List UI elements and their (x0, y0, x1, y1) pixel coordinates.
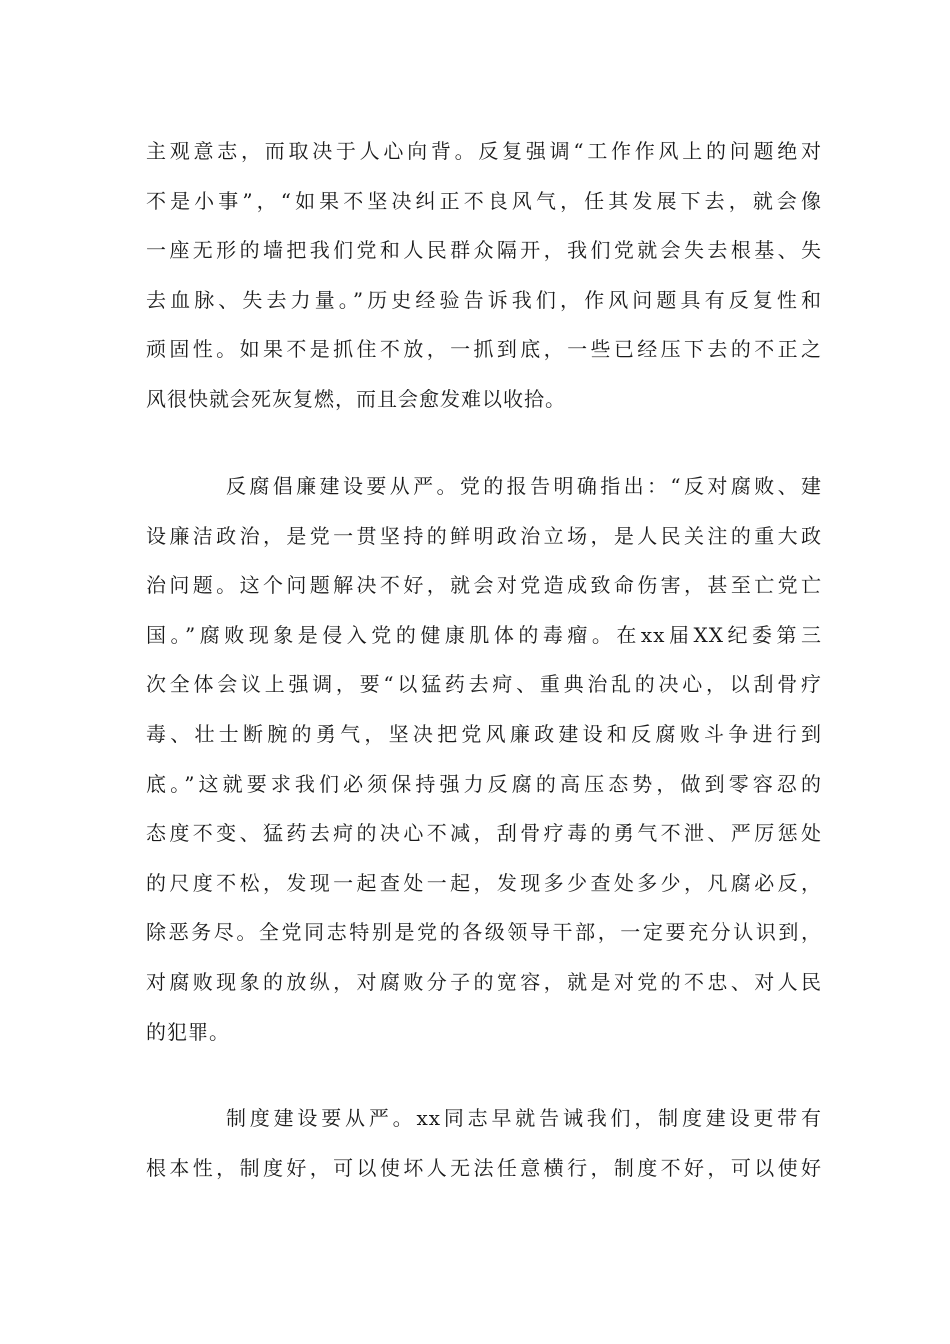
paragraph-line: 的犯罪。 (146, 1019, 230, 1044)
paragraph-line: 毒、壮士断腕的勇气，坚决把党风廉政建设和反腐败斗争进行到 (146, 721, 822, 746)
paragraph-line: 不是小事”，“如果不坚决纠正不良风气，任其发展下去，就会像 (146, 188, 822, 213)
paragraph-line: 设廉洁政治，是党一贯坚持的鲜明政治立场，是人民关注的重大政 (146, 523, 822, 548)
paragraph-line: 的尺度不松，发现一起查处一起，发现多少查处多少，凡腐必反， (146, 870, 822, 895)
paragraph-line: 顽固性。如果不是抓住不放，一抓到底，一些已经压下去的不正之 (146, 337, 822, 362)
paragraph-line: 反腐倡廉建设要从严。党的报告明确指出：“反对腐败、建 (226, 474, 822, 498)
paragraph-line: 制度建设要从严。xx同志早就告诫我们，制度建设更带有 (226, 1106, 822, 1130)
paragraph-line: 次全体会议上强调，要“以猛药去疴、重典治乱的决心，以刮骨疗 (146, 672, 822, 697)
paragraph-line: 国。”腐败现象是侵入党的健康肌体的毒瘤。在xx届XX纪委第三 (146, 622, 822, 647)
paragraph-line: 治问题。这个问题解决不好，就会对党造成致命伤害，甚至亡党亡 (146, 573, 822, 598)
paragraph-line: 根本性，制度好，可以使坏人无法任意横行，制度不好，可以使好 (146, 1155, 822, 1180)
paragraph-line: 去血脉、失去力量。”历史经验告诉我们，作风问题具有反复性和 (146, 287, 822, 312)
paragraph-line: 态度不变、猛药去疴的决心不减，刮骨疗毒的勇气不泄、严厉惩处 (146, 821, 822, 846)
paragraph-line: 一座无形的墙把我们党和人民群众隔开，我们党就会失去根基、失 (146, 238, 822, 263)
paragraph-anti-corruption (146, 462, 822, 1057)
paragraph-institution-building (146, 1094, 822, 1193)
paragraph-line: 除恶务尽。全党同志特别是党的各级领导干部，一定要充分认识到， (146, 920, 822, 945)
paragraph-line: 底。”这就要求我们必须保持强力反腐的高压态势，做到零容忍的 (146, 771, 822, 796)
paragraph-line: 主观意志，而取决于人心向背。反复强调“工作作风上的问题绝对 (146, 139, 822, 163)
paragraph-line: 对腐败现象的放纵，对腐败分子的宽容，就是对党的不忠、对人民 (146, 969, 822, 994)
paragraph-line: 风很快就会死灰复燃，而且会愈发难以收拾。 (146, 386, 566, 411)
paragraph-work-style (146, 127, 822, 425)
